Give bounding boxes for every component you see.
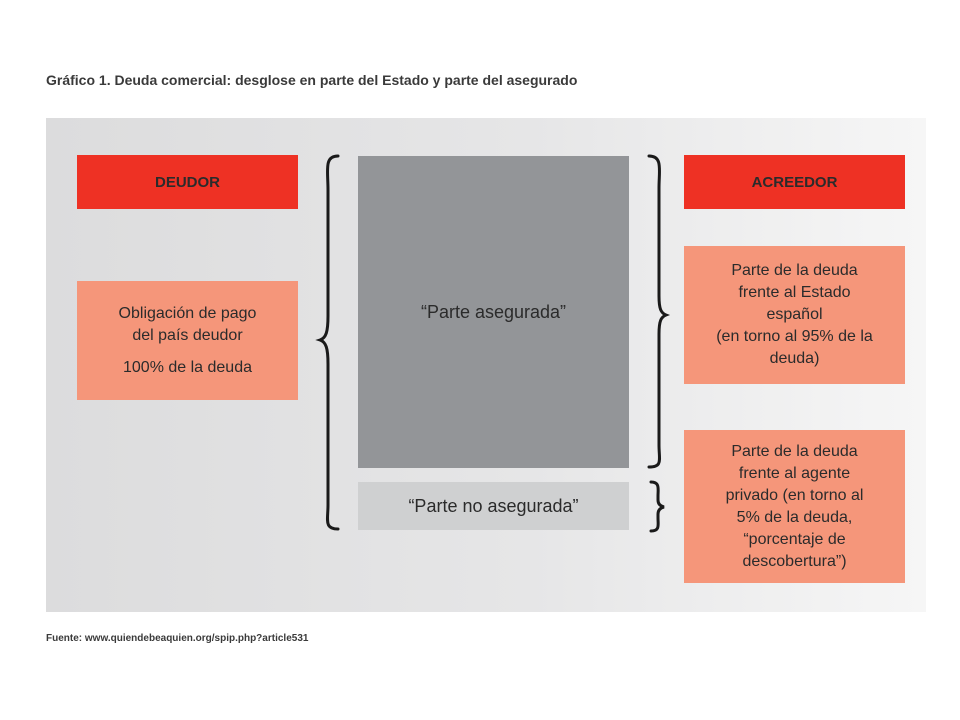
privado-line-5: “porcentaje de [743,530,846,548]
estado-line-4: (en torno al 95% de la [716,328,873,345]
source-note: Fuente: www.quiendebeaquien.org/spip.php?article531 [46,633,309,644]
right-curly-brace-not-insured [651,482,664,531]
estado-line-1: Parte de la deuda [731,262,858,279]
deudor-header: DEUDOR [77,155,298,209]
not-insured-part-box: “Parte no asegurada” [358,482,629,530]
privado-line-1: Parte de la deuda [731,442,858,460]
privado-line-3: privado (en torno al [725,486,864,504]
acreedor-header: ACREEDOR [684,155,905,209]
estado-line-3: español [766,306,823,323]
deudor-line-2: del país deudor [132,326,243,344]
deudor-line-3: 100% de la deuda [123,358,252,376]
insured-part-box: “Parte asegurada” [358,156,629,468]
deudor-line-1: Obligación de pago [118,304,257,322]
estado-line-5: deuda) [769,350,820,367]
privado-line-4: 5% de la deuda, [736,508,853,526]
right-curly-brace-insured [649,156,666,467]
privado-line-2: frente al agente [738,464,851,482]
privado-line-6: descobertura”) [742,552,847,570]
estado-line-2: frente al Estado [738,284,851,301]
chart-title: Gráfico 1. Deuda comercial: desglose en parte del Estado y parte del asegurado [46,72,578,88]
left-curly-brace [320,156,338,529]
